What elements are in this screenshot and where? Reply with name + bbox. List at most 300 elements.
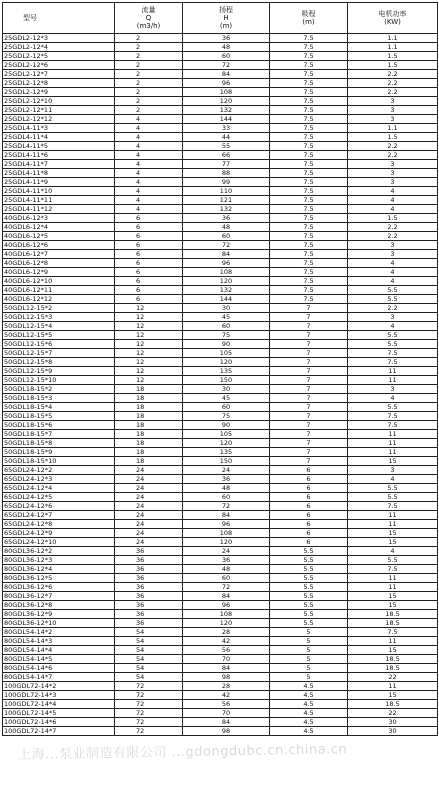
cell-head: 45 (183, 394, 270, 403)
cell-head: 98 (183, 727, 270, 736)
cell-flow: 18 (115, 385, 183, 394)
cell-head: 36 (183, 214, 270, 223)
cell-power: 1.1 (348, 34, 438, 43)
cell-npsh: 7.5 (270, 61, 348, 70)
cell-npsh: 7.5 (270, 187, 348, 196)
table-row (3, 583, 438, 592)
cell-head: 48 (183, 484, 270, 493)
cell-flow: 6 (115, 268, 183, 277)
header-npsh-unit: (m) (302, 18, 315, 26)
cell-flow: 72 (115, 709, 183, 718)
cell-power: 11 (348, 511, 438, 520)
table-row (3, 484, 438, 493)
cell-npsh: 7 (270, 412, 348, 421)
cell-npsh: 7.5 (270, 268, 348, 277)
cell-head: 96 (183, 259, 270, 268)
cell-model: 50GDL18-15*8 (3, 439, 115, 448)
cell-flow: 36 (115, 610, 183, 619)
cell-npsh: 7 (270, 331, 348, 340)
watermark-text: 上海...泵业制造有限公司 ...gdongdubc.cn.china.cn (17, 742, 348, 763)
cell-npsh: 7.5 (270, 79, 348, 88)
col-header-model (3, 3, 115, 34)
cell-model: 65GDL24-12*7 (3, 511, 115, 520)
cell-head: 56 (183, 700, 270, 709)
table-row (3, 538, 438, 547)
table-row (3, 349, 438, 358)
cell-npsh: 7.5 (270, 34, 348, 43)
cell-flow: 4 (115, 151, 183, 160)
cell-model: 25GDL4-11*8 (3, 169, 115, 178)
cell-npsh: 6 (270, 475, 348, 484)
cell-flow: 12 (115, 376, 183, 385)
table-row (3, 214, 438, 223)
cell-head: 84 (183, 664, 270, 673)
cell-npsh: 7 (270, 448, 348, 457)
cell-npsh: 5 (270, 628, 348, 637)
cell-npsh: 6 (270, 538, 348, 547)
cell-power: 11 (348, 376, 438, 385)
cell-flow: 24 (115, 538, 183, 547)
header-flow-unit: (m3/h) (136, 22, 161, 30)
cell-model: 40GDL6-12*8 (3, 259, 115, 268)
cell-flow: 2 (115, 106, 183, 115)
cell-flow: 24 (115, 520, 183, 529)
table-row (3, 115, 438, 124)
cell-flow: 18 (115, 439, 183, 448)
cell-model: 25GDL2-12*11 (3, 106, 115, 115)
cell-power: 4 (348, 547, 438, 556)
cell-power: 2.2 (348, 88, 438, 97)
cell-head: 33 (183, 124, 270, 133)
cell-flow: 54 (115, 664, 183, 673)
cell-flow: 4 (115, 196, 183, 205)
table-row (3, 601, 438, 610)
cell-model: 40GDL6-12*7 (3, 250, 115, 259)
cell-flow: 6 (115, 277, 183, 286)
cell-power: 18.5 (348, 664, 438, 673)
cell-flow: 4 (115, 142, 183, 151)
cell-head: 60 (183, 493, 270, 502)
cell-npsh: 7 (270, 358, 348, 367)
cell-model: 25GDL4-11*6 (3, 151, 115, 160)
cell-model: 40GDL6-12*10 (3, 277, 115, 286)
cell-flow: 6 (115, 241, 183, 250)
cell-head: 105 (183, 430, 270, 439)
table-row (3, 529, 438, 538)
cell-flow: 4 (115, 187, 183, 196)
cell-power: 11 (348, 574, 438, 583)
cell-model: 25GDL2-12*5 (3, 52, 115, 61)
cell-npsh: 7 (270, 304, 348, 313)
cell-model: 25GDL4-11*5 (3, 142, 115, 151)
cell-model: 80GDL36-12*5 (3, 574, 115, 583)
cell-npsh: 7.5 (270, 43, 348, 52)
cell-model: 40GDL6-12*9 (3, 268, 115, 277)
cell-head: 105 (183, 349, 270, 358)
cell-npsh: 7.5 (270, 97, 348, 106)
cell-head: 132 (183, 106, 270, 115)
cell-head: 60 (183, 52, 270, 61)
cell-head: 98 (183, 673, 270, 682)
header-flow-symbol: Q (145, 14, 152, 22)
table-header-row (3, 3, 438, 34)
cell-power: 3 (348, 160, 438, 169)
cell-model: 65GDL24-12*8 (3, 520, 115, 529)
cell-model: 25GDL2-12*8 (3, 79, 115, 88)
table-row (3, 367, 438, 376)
cell-model: 25GDL4-11*12 (3, 205, 115, 214)
cell-model: 65GDL24-12*2 (3, 466, 115, 475)
cell-head: 60 (183, 403, 270, 412)
cell-model: 25GDL4-11*4 (3, 133, 115, 142)
cell-power: 1.5 (348, 52, 438, 61)
cell-npsh: 7.5 (270, 160, 348, 169)
header-head-label: 扬程 (219, 6, 233, 14)
cell-model: 65GDL24-12*6 (3, 502, 115, 511)
table-row (3, 295, 438, 304)
cell-head: 45 (183, 313, 270, 322)
cell-power: 4 (348, 205, 438, 214)
cell-npsh: 7.5 (270, 205, 348, 214)
cell-power: 30 (348, 718, 438, 727)
cell-npsh: 7.5 (270, 88, 348, 97)
cell-power: 15 (348, 457, 438, 466)
table-row (3, 520, 438, 529)
table-row (3, 178, 438, 187)
cell-head: 120 (183, 439, 270, 448)
cell-npsh: 7 (270, 322, 348, 331)
cell-model: 50GDL18-15*3 (3, 394, 115, 403)
cell-flow: 24 (115, 475, 183, 484)
cell-npsh: 7 (270, 349, 348, 358)
cell-npsh: 7 (270, 403, 348, 412)
table-row (3, 88, 438, 97)
cell-model: 25GDL4-11*9 (3, 178, 115, 187)
cell-flow: 4 (115, 133, 183, 142)
table-row (3, 151, 438, 160)
cell-npsh: 7.5 (270, 133, 348, 142)
cell-npsh: 7.5 (270, 295, 348, 304)
cell-power: 7.5 (348, 565, 438, 574)
cell-flow: 72 (115, 727, 183, 736)
cell-npsh: 7.5 (270, 286, 348, 295)
cell-model: 100GDL72-14*3 (3, 691, 115, 700)
table-row (3, 466, 438, 475)
cell-head: 150 (183, 457, 270, 466)
cell-npsh: 5.5 (270, 574, 348, 583)
cell-flow: 36 (115, 601, 183, 610)
cell-npsh: 6 (270, 484, 348, 493)
cell-head: 72 (183, 583, 270, 592)
cell-npsh: 7.5 (270, 106, 348, 115)
cell-flow: 6 (115, 232, 183, 241)
cell-flow: 24 (115, 511, 183, 520)
cell-model: 65GDL24-12*4 (3, 484, 115, 493)
cell-power: 1.1 (348, 43, 438, 52)
cell-flow: 2 (115, 79, 183, 88)
cell-npsh: 7.5 (270, 232, 348, 241)
table-row (3, 223, 438, 232)
cell-npsh: 5 (270, 673, 348, 682)
cell-head: 84 (183, 70, 270, 79)
cell-npsh: 7.5 (270, 124, 348, 133)
table-row (3, 268, 438, 277)
cell-flow: 2 (115, 43, 183, 52)
header-flow-label: 流量 (141, 6, 156, 14)
cell-model: 100GDL72-14*4 (3, 700, 115, 709)
cell-power: 5.5 (348, 556, 438, 565)
cell-npsh: 7 (270, 376, 348, 385)
cell-head: 30 (183, 304, 270, 313)
cell-flow: 12 (115, 340, 183, 349)
cell-power: 4 (348, 187, 438, 196)
table-row (3, 664, 438, 673)
cell-npsh: 5.5 (270, 619, 348, 628)
cell-head: 120 (183, 619, 270, 628)
cell-flow: 18 (115, 448, 183, 457)
cell-head: 48 (183, 223, 270, 232)
cell-power: 1.5 (348, 61, 438, 70)
cell-power: 30 (348, 727, 438, 736)
table-row (3, 727, 438, 736)
cell-flow: 2 (115, 97, 183, 106)
table-row (3, 385, 438, 394)
cell-npsh: 7.5 (270, 115, 348, 124)
table-row (3, 313, 438, 322)
cell-model: 65GDL24-12*9 (3, 529, 115, 538)
table-row (3, 475, 438, 484)
cell-head: 36 (183, 34, 270, 43)
cell-power: 3 (348, 169, 438, 178)
cell-flow: 36 (115, 556, 183, 565)
table-row (3, 547, 438, 556)
cell-npsh: 7.5 (270, 250, 348, 259)
cell-head: 84 (183, 592, 270, 601)
cell-model: 25GDL2-12*12 (3, 115, 115, 124)
cell-power: 5.5 (348, 295, 438, 304)
table-row (3, 403, 438, 412)
cell-npsh: 7 (270, 367, 348, 376)
cell-power: 11 (348, 637, 438, 646)
cell-flow: 24 (115, 502, 183, 511)
cell-model: 50GDL18-15*6 (3, 421, 115, 430)
cell-npsh: 4.5 (270, 682, 348, 691)
cell-power: 2.2 (348, 304, 438, 313)
cell-model: 25GDL4-11*10 (3, 187, 115, 196)
cell-npsh: 7 (270, 457, 348, 466)
cell-head: 24 (183, 547, 270, 556)
col-header-flow (115, 3, 183, 34)
cell-head: 132 (183, 286, 270, 295)
table-body (3, 34, 438, 736)
cell-power: 11 (348, 448, 438, 457)
cell-flow: 72 (115, 700, 183, 709)
cell-power: 5.5 (348, 286, 438, 295)
cell-model: 50GDL12-15*4 (3, 322, 115, 331)
cell-power: 5.5 (348, 493, 438, 502)
table-row (3, 340, 438, 349)
cell-model: 40GDL6-12*5 (3, 232, 115, 241)
cell-model: 100GDL72-14*5 (3, 709, 115, 718)
cell-head: 55 (183, 142, 270, 151)
table-row (3, 430, 438, 439)
cell-power: 7.5 (348, 358, 438, 367)
table-row (3, 277, 438, 286)
table-row (3, 718, 438, 727)
table-row (3, 574, 438, 583)
table-row (3, 331, 438, 340)
table-row (3, 259, 438, 268)
cell-npsh: 7.5 (270, 223, 348, 232)
table-row (3, 439, 438, 448)
cell-head: 99 (183, 178, 270, 187)
cell-flow: 6 (115, 259, 183, 268)
cell-power: 18.5 (348, 700, 438, 709)
cell-model: 50GDL12-15*8 (3, 358, 115, 367)
cell-model: 80GDL36-12*6 (3, 583, 115, 592)
cell-model: 65GDL24-12*10 (3, 538, 115, 547)
table-row (3, 610, 438, 619)
cell-npsh: 7.5 (270, 70, 348, 79)
cell-power: 7.5 (348, 502, 438, 511)
cell-head: 84 (183, 511, 270, 520)
cell-head: 84 (183, 250, 270, 259)
cell-head: 48 (183, 43, 270, 52)
table-row (3, 205, 438, 214)
table-row (3, 709, 438, 718)
cell-model: 80GDL54-14*6 (3, 664, 115, 673)
cell-head: 72 (183, 241, 270, 250)
table-row (3, 457, 438, 466)
table-row (3, 160, 438, 169)
cell-power: 15 (348, 601, 438, 610)
table-row (3, 142, 438, 151)
cell-flow: 4 (115, 178, 183, 187)
col-header-npsh (270, 3, 348, 34)
cell-head: 44 (183, 133, 270, 142)
cell-head: 28 (183, 682, 270, 691)
cell-flow: 36 (115, 619, 183, 628)
cell-power: 3 (348, 250, 438, 259)
table-row (3, 97, 438, 106)
cell-head: 90 (183, 340, 270, 349)
cell-power: 18.5 (348, 610, 438, 619)
cell-power: 3 (348, 385, 438, 394)
cell-head: 144 (183, 295, 270, 304)
cell-power: 11 (348, 583, 438, 592)
cell-model: 80GDL36-12*7 (3, 592, 115, 601)
pump-spec-table (2, 2, 438, 736)
cell-head: 150 (183, 376, 270, 385)
cell-flow: 24 (115, 529, 183, 538)
table-row (3, 286, 438, 295)
cell-flow: 12 (115, 304, 183, 313)
cell-model: 100GDL72-14*7 (3, 727, 115, 736)
cell-npsh: 4.5 (270, 709, 348, 718)
cell-head: 30 (183, 385, 270, 394)
cell-power: 3 (348, 178, 438, 187)
cell-head: 77 (183, 160, 270, 169)
cell-npsh: 7.5 (270, 151, 348, 160)
cell-power: 4 (348, 268, 438, 277)
cell-power: 2.2 (348, 79, 438, 88)
cell-power: 3 (348, 466, 438, 475)
cell-power: 18.5 (348, 655, 438, 664)
cell-model: 80GDL36-12*9 (3, 610, 115, 619)
cell-head: 72 (183, 61, 270, 70)
table-row (3, 682, 438, 691)
cell-model: 50GDL12-15*5 (3, 331, 115, 340)
cell-flow: 12 (115, 313, 183, 322)
cell-flow: 18 (115, 421, 183, 430)
cell-flow: 24 (115, 484, 183, 493)
cell-power: 15 (348, 646, 438, 655)
cell-model: 40GDL6-12*11 (3, 286, 115, 295)
cell-model: 80GDL54-14*7 (3, 673, 115, 682)
table-row (3, 691, 438, 700)
cell-npsh: 5.5 (270, 592, 348, 601)
cell-npsh: 5 (270, 646, 348, 655)
cell-flow: 4 (115, 160, 183, 169)
cell-model: 50GDL12-15*3 (3, 313, 115, 322)
table-row (3, 304, 438, 313)
cell-model: 65GDL24-12*5 (3, 493, 115, 502)
col-header-power (348, 3, 438, 34)
cell-model: 80GDL36-12*2 (3, 547, 115, 556)
cell-head: 72 (183, 502, 270, 511)
cell-head: 108 (183, 88, 270, 97)
cell-flow: 4 (115, 169, 183, 178)
cell-flow: 6 (115, 250, 183, 259)
cell-power: 3 (348, 241, 438, 250)
cell-power: 4 (348, 475, 438, 484)
cell-model: 25GDL2-12*10 (3, 97, 115, 106)
cell-flow: 4 (115, 115, 183, 124)
cell-npsh: 7.5 (270, 142, 348, 151)
cell-power: 1.1 (348, 124, 438, 133)
cell-model: 25GDL4-11*3 (3, 124, 115, 133)
cell-head: 48 (183, 565, 270, 574)
table-row (3, 106, 438, 115)
cell-npsh: 7.5 (270, 277, 348, 286)
cell-power: 15 (348, 529, 438, 538)
table-row (3, 673, 438, 682)
cell-flow: 4 (115, 124, 183, 133)
cell-power: 4 (348, 196, 438, 205)
cell-npsh: 6 (270, 502, 348, 511)
cell-power: 5.5 (348, 331, 438, 340)
cell-model: 50GDL18-15*7 (3, 430, 115, 439)
cell-flow: 36 (115, 574, 183, 583)
cell-head: 132 (183, 205, 270, 214)
cell-head: 36 (183, 556, 270, 565)
cell-model: 40GDL6-12*6 (3, 241, 115, 250)
cell-flow: 2 (115, 70, 183, 79)
cell-power: 11 (348, 430, 438, 439)
table-row (3, 556, 438, 565)
cell-head: 84 (183, 718, 270, 727)
cell-model: 100GDL72-14*6 (3, 718, 115, 727)
table-row (3, 565, 438, 574)
cell-power: 11 (348, 682, 438, 691)
cell-model: 25GDL4-11*11 (3, 196, 115, 205)
table-row (3, 412, 438, 421)
cell-flow: 6 (115, 295, 183, 304)
cell-npsh: 5.5 (270, 547, 348, 556)
cell-model: 80GDL54-14*5 (3, 655, 115, 664)
cell-model: 25GDL2-12*9 (3, 88, 115, 97)
cell-npsh: 6 (270, 466, 348, 475)
